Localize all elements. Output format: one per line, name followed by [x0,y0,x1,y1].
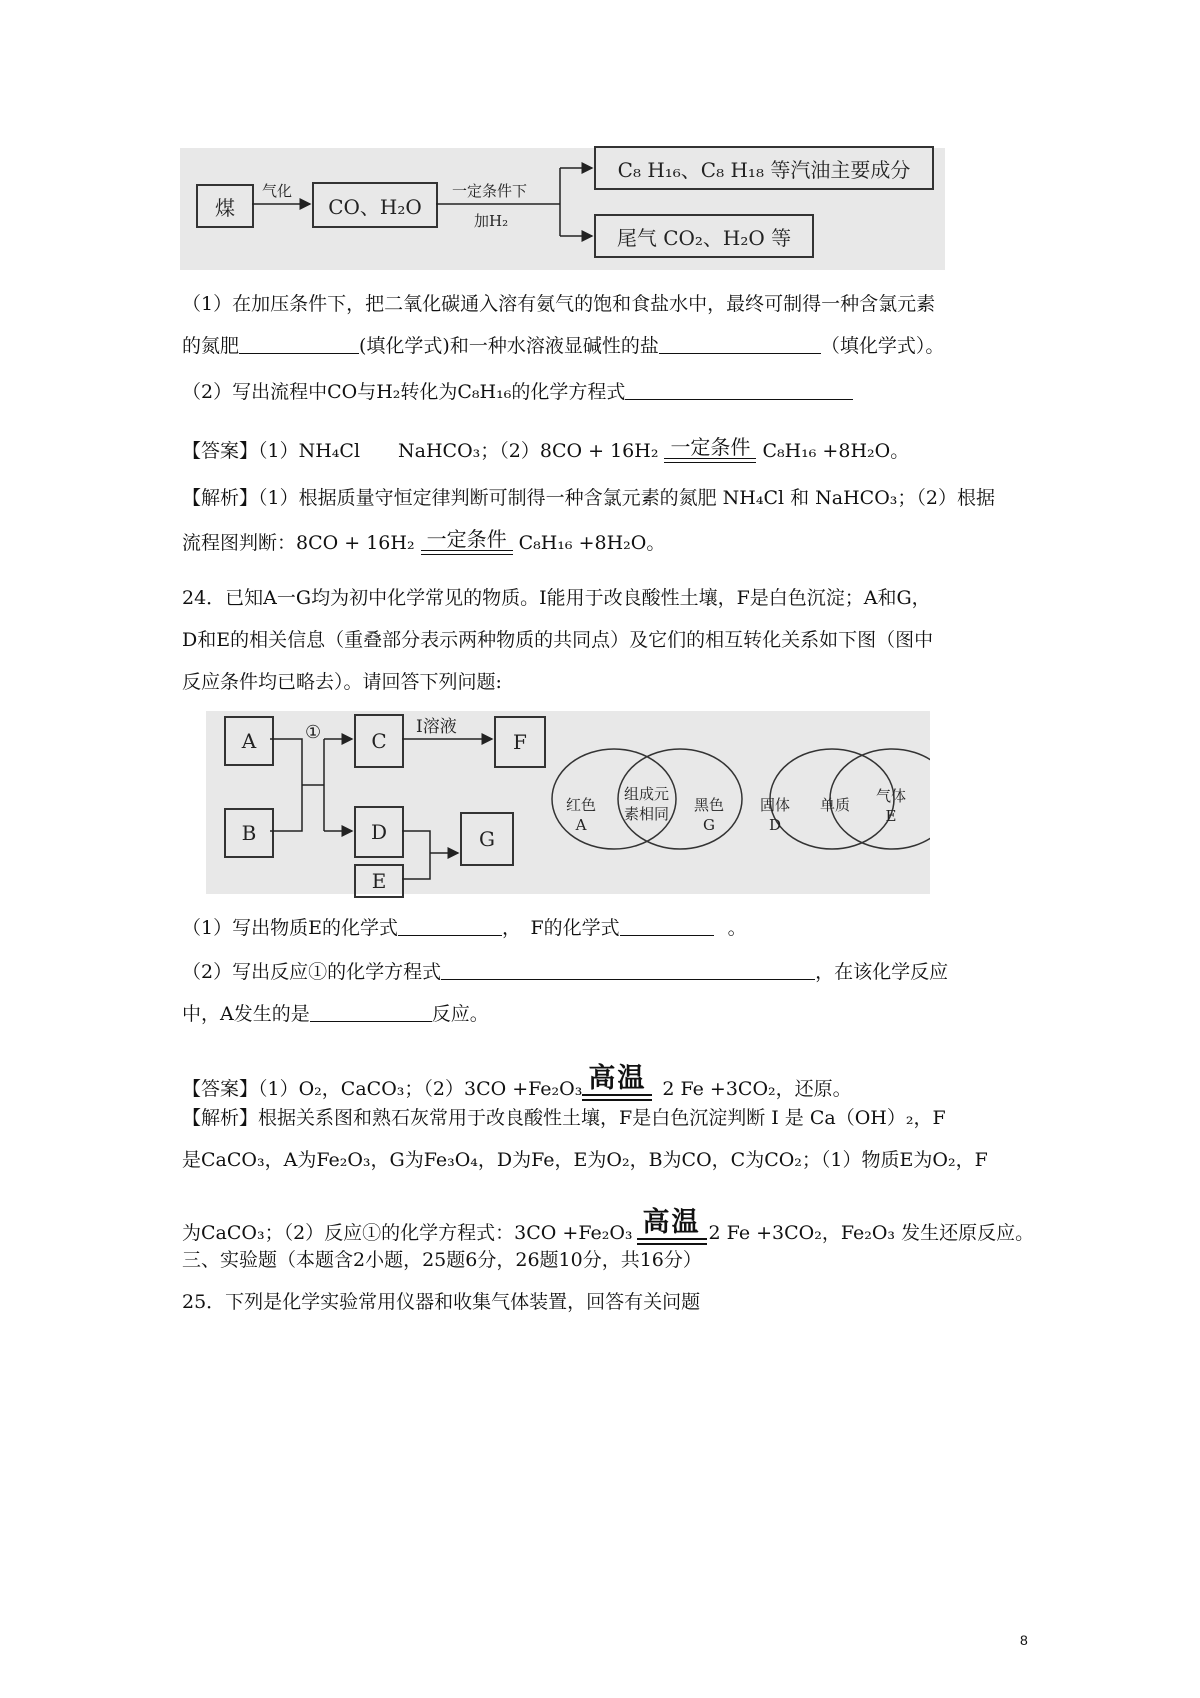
box-B: B [224,808,274,858]
answer-blank-formula-f[interactable] [620,917,714,936]
reaction-condition-sign: 高温 [637,1208,707,1245]
label-i-solution: I溶液 [416,717,457,737]
box-C: C [354,714,404,768]
venn-gas-label: 气体 E [876,787,907,825]
answer-blank-formula-e[interactable] [398,917,502,936]
q24-part2-line2: 中，A发生的是 反应。 [182,1003,489,1025]
venn-solid-label: 固体 D [760,796,791,834]
answer-blank-reaction-type[interactable] [310,1003,432,1022]
venn-element-label: 单质 [820,796,851,814]
q24-stem-line1: 24．已知A一G均为初中化学常见的物质。I能用于改良酸性土壤，F是白色沉淀；A和G， [182,587,931,609]
answer-blank-equation[interactable] [625,381,853,400]
box-coal: 煤 [196,184,254,228]
q23-explanation-line1: 【解析】（1）根据质量守恒定律判断可制得一种含氯元素的氮肥 NH₄Cl 和 NaHCO₃；（2）根据 [182,487,995,509]
q24-explanation-line3: 为CaCO₃；（2）反应①的化学方程式：3CO +Fe₂O₃ 高温 2 Fe +3CO₂，Fe₂O₃ 发生还原反应。 [182,1207,1035,1244]
q24-explanation-line1: 【解析】根据关系图和熟石灰常用于改良酸性土壤，F是白色沉淀判断 I 是 Ca（OH）₂，F [182,1107,946,1129]
page-number: 8 [1020,1632,1028,1648]
answer-blank-nitrogen-fertilizer[interactable] [239,335,359,354]
reaction-condition-sign: 一定条件 [664,436,756,463]
venn-same-composition-label: 组成元 素相同 [624,785,670,823]
box-gasoline: C₈ H₁₆、C₈ H₁₈ 等汽油主要成分 [594,146,934,190]
box-E: E [354,864,404,898]
answer-blank-reaction-equation[interactable] [441,961,815,980]
q23-answer: 【答案】（1）NH₄Cl NaHCO₃；（2）8CO + 16H₂ 一定条件 C₈H₁₆ +8H₂O。 [182,435,910,462]
q23-explanation-line2: 流程图判断：8CO + 16H₂ 一定条件 C₈H₁₆ +8H₂O。 [182,527,666,554]
label-condition: 一定条件下 [452,182,528,200]
q24-explanation-line2: 是CaCO₃，A为Fe₂O₃，G为Fe₃O₄，D为Fe，E为O₂，B为CO，C为CO₂；（1）物质E为O₂，F [182,1149,988,1171]
q24-part2-line1: （2）写出反应①的化学方程式 ，在该化学反应 [182,961,949,983]
box-G: G [460,812,514,866]
q23-part1-line2: 的氮肥 (填化学式)和一种水溶液显碱性的盐 （填化学式）。 [182,335,945,357]
venn-black-label: 黑色 G [694,796,725,834]
reaction-condition-sign: 高温 [582,1064,652,1101]
box-exhaust: 尾气 CO₂、H₂O 等 [594,214,814,258]
q23-part1-line1: （1）在加压条件下，把二氧化碳通入溶有氨气的饱和食盐水中，最终可制得一种含氯元素 [182,293,936,315]
q24-part1: （1）写出物质E的化学式 ， F的化学式 。 [182,917,747,939]
q24-stem-line3: 反应条件均已略去）。请回答下列问题: [182,671,502,693]
reaction-condition-sign: 一定条件 [421,528,513,555]
label-reaction-1: ① [305,722,322,743]
venn-red-label: 红色 A [566,796,597,834]
q23-part2: （2）写出流程中CO与H₂转化为C₈H₁₆的化学方程式 [182,380,853,404]
answer-blank-alkaline-salt[interactable] [659,335,821,354]
flowchart-arrows [180,140,950,270]
section-3-heading: 三、实验题（本题含2小题，25题6分，26题10分，共16分） [182,1249,702,1271]
q24-stem-line2: D和E的相关信息（重叠部分表示两种物质的共同点）及它们的相互转化关系如下图（图中 [182,629,934,651]
box-co-h2o: CO、H₂O [312,182,438,228]
box-D: D [354,806,404,858]
q25-stem: 25．下列是化学实验常用仪器和收集气体装置，回答有关问题 [182,1291,701,1313]
label-add-h2: 加H₂ [474,212,509,230]
label-gasify: 气化 [262,182,293,200]
box-A: A [224,716,274,766]
box-F: F [494,716,546,768]
q24-answer: 【答案】（1）O₂，CaCO₃；（2）3CO +Fe₂O₃ 高温 2 Fe +3CO₂，还原。 [182,1063,852,1100]
